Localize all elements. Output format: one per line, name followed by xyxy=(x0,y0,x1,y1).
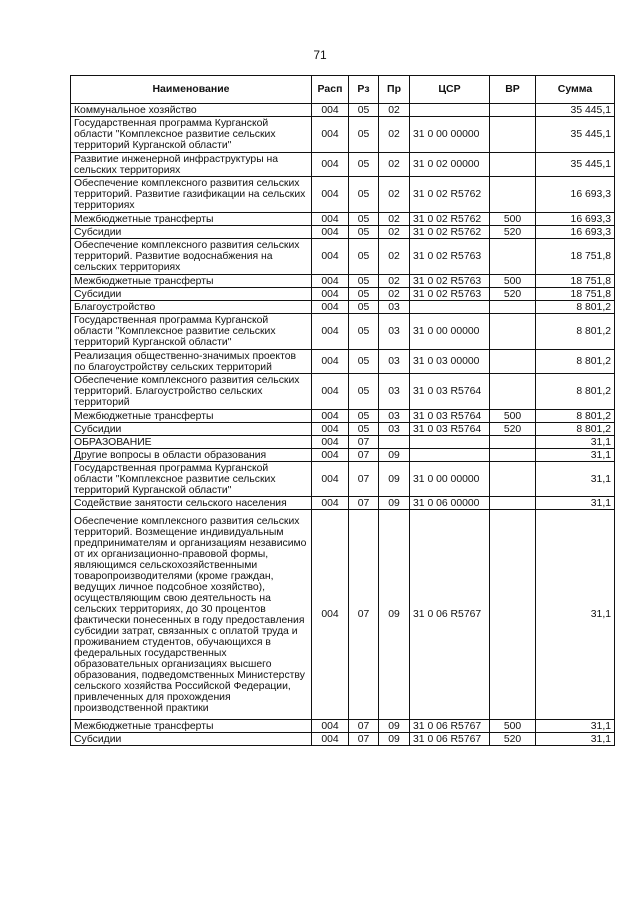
header-vr: ВР xyxy=(490,76,536,104)
cell-rz: 05 xyxy=(349,350,379,374)
table-row xyxy=(71,449,615,462)
cell-rasp: 004 xyxy=(312,177,349,213)
cell-sum: 31,1 xyxy=(536,497,615,510)
cell-sum: 8 801,2 xyxy=(536,350,615,374)
table-row xyxy=(71,733,615,746)
cell-vr: 520 xyxy=(490,226,536,239)
cell-rz: 05 xyxy=(349,374,379,410)
cell-pr: 09 xyxy=(379,449,410,462)
cell-vr: 500 xyxy=(490,275,536,288)
cell-csr: 31 0 03 R5764 xyxy=(410,410,490,423)
cell-csr: 31 0 02 R5763 xyxy=(410,275,490,288)
header-sum: Сумма xyxy=(536,76,615,104)
cell-sum: 18 751,8 xyxy=(536,239,615,275)
table-row xyxy=(71,462,615,497)
table-row xyxy=(71,436,615,449)
page-number: 71 xyxy=(313,48,327,62)
cell-rasp: 004 xyxy=(312,117,349,153)
cell-pr: 02 xyxy=(379,226,410,239)
cell-rasp: 004 xyxy=(312,288,349,301)
cell-vr: 520 xyxy=(490,733,536,746)
budget-table xyxy=(70,75,615,746)
table-header-row xyxy=(71,76,615,104)
cell-csr xyxy=(410,301,490,314)
cell-name: Государственная программа Курганской области "Комплексное развитие сельских территорий Курганской области" xyxy=(71,314,312,350)
cell-pr: 03 xyxy=(379,314,410,350)
cell-pr: 09 xyxy=(379,733,410,746)
cell-sum: 31,1 xyxy=(536,720,615,733)
table-row xyxy=(71,275,615,288)
cell-rasp: 004 xyxy=(312,239,349,275)
cell-pr: 03 xyxy=(379,410,410,423)
cell-sum: 8 801,2 xyxy=(536,410,615,423)
cell-rasp: 004 xyxy=(312,153,349,177)
header-rz: Рз xyxy=(349,76,379,104)
cell-name: Коммунальное хозяйство xyxy=(71,104,312,117)
cell-name: Развитие инженерной инфраструктуры на сельских территориях xyxy=(71,153,312,177)
header-pr: Пр xyxy=(379,76,410,104)
cell-rasp: 004 xyxy=(312,720,349,733)
table-row xyxy=(71,720,615,733)
table-row xyxy=(71,410,615,423)
cell-sum: 8 801,2 xyxy=(536,314,615,350)
cell-name: Обеспечение комплексного развития сельских территорий. Развитие водоснабжения на сельских территориях xyxy=(71,239,312,275)
cell-name: Обеспечение комплексного развития сельских территорий. Благоустройство сельских территорий xyxy=(71,374,312,410)
cell-vr xyxy=(490,350,536,374)
cell-vr: 520 xyxy=(490,423,536,436)
cell-rz: 05 xyxy=(349,314,379,350)
table-row xyxy=(71,288,615,301)
cell-rz: 05 xyxy=(349,410,379,423)
cell-rasp: 004 xyxy=(312,226,349,239)
cell-rz: 05 xyxy=(349,288,379,301)
cell-rasp: 004 xyxy=(312,301,349,314)
cell-csr: 31 0 06 R5767 xyxy=(410,720,490,733)
cell-rz: 07 xyxy=(349,510,379,720)
cell-sum: 31,1 xyxy=(536,462,615,497)
cell-rz: 05 xyxy=(349,177,379,213)
cell-sum: 31,1 xyxy=(536,733,615,746)
cell-vr: 500 xyxy=(490,720,536,733)
cell-sum: 35 445,1 xyxy=(536,153,615,177)
cell-vr xyxy=(490,449,536,462)
cell-csr: 31 0 00 00000 xyxy=(410,314,490,350)
cell-sum: 31,1 xyxy=(536,510,615,720)
cell-pr: 03 xyxy=(379,301,410,314)
cell-sum: 18 751,8 xyxy=(536,288,615,301)
cell-rz: 05 xyxy=(349,104,379,117)
table-row xyxy=(71,117,615,153)
cell-name: Обеспечение комплексного развития сельских территорий. Развитие газификации на сельских территориях xyxy=(71,177,312,213)
cell-vr xyxy=(490,301,536,314)
cell-pr: 02 xyxy=(379,117,410,153)
table-row xyxy=(71,213,615,226)
cell-csr: 31 0 03 R5764 xyxy=(410,423,490,436)
table-row xyxy=(71,177,615,213)
cell-vr xyxy=(490,104,536,117)
cell-rasp: 004 xyxy=(312,733,349,746)
cell-rz: 07 xyxy=(349,497,379,510)
cell-pr: 03 xyxy=(379,350,410,374)
table-row xyxy=(71,239,615,275)
cell-vr xyxy=(490,436,536,449)
header-csr: ЦСР xyxy=(410,76,490,104)
cell-name: Межбюджетные трансферты xyxy=(71,275,312,288)
cell-sum: 16 693,3 xyxy=(536,177,615,213)
cell-sum: 31,1 xyxy=(536,449,615,462)
cell-csr: 31 0 02 R5763 xyxy=(410,239,490,275)
table-row xyxy=(71,153,615,177)
cell-rasp: 004 xyxy=(312,449,349,462)
cell-name: Межбюджетные трансферты xyxy=(71,720,312,733)
cell-vr xyxy=(490,239,536,275)
cell-rz: 07 xyxy=(349,449,379,462)
cell-name: Субсидии xyxy=(71,423,312,436)
cell-name: Государственная программа Курганской области "Комплексное развитие сельских территорий Курганской области" xyxy=(71,462,312,497)
cell-sum: 16 693,3 xyxy=(536,213,615,226)
cell-sum: 16 693,3 xyxy=(536,226,615,239)
cell-rz: 05 xyxy=(349,153,379,177)
cell-vr xyxy=(490,177,536,213)
cell-csr: 31 0 06 00000 xyxy=(410,497,490,510)
cell-name: Государственная программа Курганской области "Комплексное развитие сельских территорий Курганской области" xyxy=(71,117,312,153)
header-rasp: Расп xyxy=(312,76,349,104)
cell-vr: 500 xyxy=(490,213,536,226)
cell-name: Содействие занятости сельского населения xyxy=(71,497,312,510)
cell-name: Межбюджетные трансферты xyxy=(71,213,312,226)
cell-sum: 8 801,2 xyxy=(536,301,615,314)
cell-csr: 31 0 02 R5762 xyxy=(410,213,490,226)
cell-vr: 520 xyxy=(490,288,536,301)
header-name: Наименование xyxy=(71,76,312,104)
cell-rasp: 004 xyxy=(312,410,349,423)
cell-pr: 09 xyxy=(379,510,410,720)
cell-csr: 31 0 06 R5767 xyxy=(410,733,490,746)
cell-csr: 31 0 03 00000 xyxy=(410,350,490,374)
cell-pr: 02 xyxy=(379,275,410,288)
cell-sum: 35 445,1 xyxy=(536,117,615,153)
cell-vr xyxy=(490,462,536,497)
table-row xyxy=(71,374,615,410)
cell-vr xyxy=(490,314,536,350)
cell-sum: 31,1 xyxy=(536,436,615,449)
table-row xyxy=(71,510,615,720)
cell-csr: 31 0 03 R5764 xyxy=(410,374,490,410)
cell-rasp: 004 xyxy=(312,374,349,410)
cell-pr xyxy=(379,436,410,449)
table-row xyxy=(71,423,615,436)
table-row xyxy=(71,226,615,239)
cell-vr xyxy=(490,497,536,510)
cell-rasp: 004 xyxy=(312,510,349,720)
cell-name: Обеспечение комплексного развития сельских территорий. Возмещение индивидуальным предпринимателям и организациям независимо от их организационно-правовой формы, являющимся сельскохозяйственными товаропроизводителями (кроме граждан, ведущих личное подсобное хозяйство), осуществляющим свою деятельность на сельских территориях, до 30 процентов фактически понесенных в году предоставления субсидии затрат, связанных с оплатой труда и проживанием студентов, обучающихся в федеральных государственных образовательных организациях высшего образования, подведомственных Министерству сельского хозяйства Российской Федерации, привлеченных для прохождения производственной практики xyxy=(71,510,312,720)
cell-csr: 31 0 00 00000 xyxy=(410,462,490,497)
cell-pr: 02 xyxy=(379,104,410,117)
cell-pr: 03 xyxy=(379,423,410,436)
cell-vr xyxy=(490,374,536,410)
cell-vr xyxy=(490,153,536,177)
table-row xyxy=(71,497,615,510)
cell-rz: 07 xyxy=(349,462,379,497)
cell-csr: 31 0 02 R5762 xyxy=(410,177,490,213)
cell-rasp: 004 xyxy=(312,436,349,449)
cell-rasp: 004 xyxy=(312,497,349,510)
cell-rz: 05 xyxy=(349,275,379,288)
cell-vr xyxy=(490,510,536,720)
cell-rz: 07 xyxy=(349,436,379,449)
cell-rasp: 004 xyxy=(312,213,349,226)
cell-pr: 02 xyxy=(379,213,410,226)
cell-rz: 05 xyxy=(349,213,379,226)
cell-rasp: 004 xyxy=(312,350,349,374)
cell-rasp: 004 xyxy=(312,275,349,288)
cell-csr xyxy=(410,104,490,117)
cell-sum: 18 751,8 xyxy=(536,275,615,288)
table-body xyxy=(71,104,615,746)
cell-name: Благоустройство xyxy=(71,301,312,314)
cell-pr: 03 xyxy=(379,374,410,410)
cell-name: Субсидии xyxy=(71,226,312,239)
cell-sum: 35 445,1 xyxy=(536,104,615,117)
cell-pr: 09 xyxy=(379,462,410,497)
cell-rz: 05 xyxy=(349,226,379,239)
cell-rz: 05 xyxy=(349,239,379,275)
cell-pr: 02 xyxy=(379,153,410,177)
cell-name: Реализация общественно-значимых проектов по благоустройству сельских территорий xyxy=(71,350,312,374)
cell-csr: 31 0 02 00000 xyxy=(410,153,490,177)
cell-sum: 8 801,2 xyxy=(536,374,615,410)
cell-name: Межбюджетные трансферты xyxy=(71,410,312,423)
cell-name: Другие вопросы в области образования xyxy=(71,449,312,462)
cell-name: ОБРАЗОВАНИЕ xyxy=(71,436,312,449)
cell-csr: 31 0 02 R5763 xyxy=(410,288,490,301)
cell-csr: 31 0 06 R5767 xyxy=(410,510,490,720)
cell-rz: 07 xyxy=(349,720,379,733)
cell-rasp: 004 xyxy=(312,104,349,117)
cell-csr xyxy=(410,436,490,449)
table-row xyxy=(71,104,615,117)
table-row xyxy=(71,314,615,350)
cell-pr: 02 xyxy=(379,239,410,275)
cell-pr: 09 xyxy=(379,497,410,510)
cell-rz: 05 xyxy=(349,423,379,436)
cell-name: Субсидии xyxy=(71,733,312,746)
cell-sum: 8 801,2 xyxy=(536,423,615,436)
cell-pr: 02 xyxy=(379,177,410,213)
cell-rz: 05 xyxy=(349,117,379,153)
cell-vr xyxy=(490,117,536,153)
cell-rasp: 004 xyxy=(312,423,349,436)
table-row xyxy=(71,301,615,314)
table-row xyxy=(71,350,615,374)
cell-csr xyxy=(410,449,490,462)
cell-rz: 05 xyxy=(349,301,379,314)
cell-csr: 31 0 00 00000 xyxy=(410,117,490,153)
cell-rz: 07 xyxy=(349,733,379,746)
cell-rasp: 004 xyxy=(312,462,349,497)
cell-pr: 02 xyxy=(379,288,410,301)
cell-pr: 09 xyxy=(379,720,410,733)
cell-name: Субсидии xyxy=(71,288,312,301)
cell-vr: 500 xyxy=(490,410,536,423)
cell-rasp: 004 xyxy=(312,314,349,350)
cell-csr: 31 0 02 R5762 xyxy=(410,226,490,239)
